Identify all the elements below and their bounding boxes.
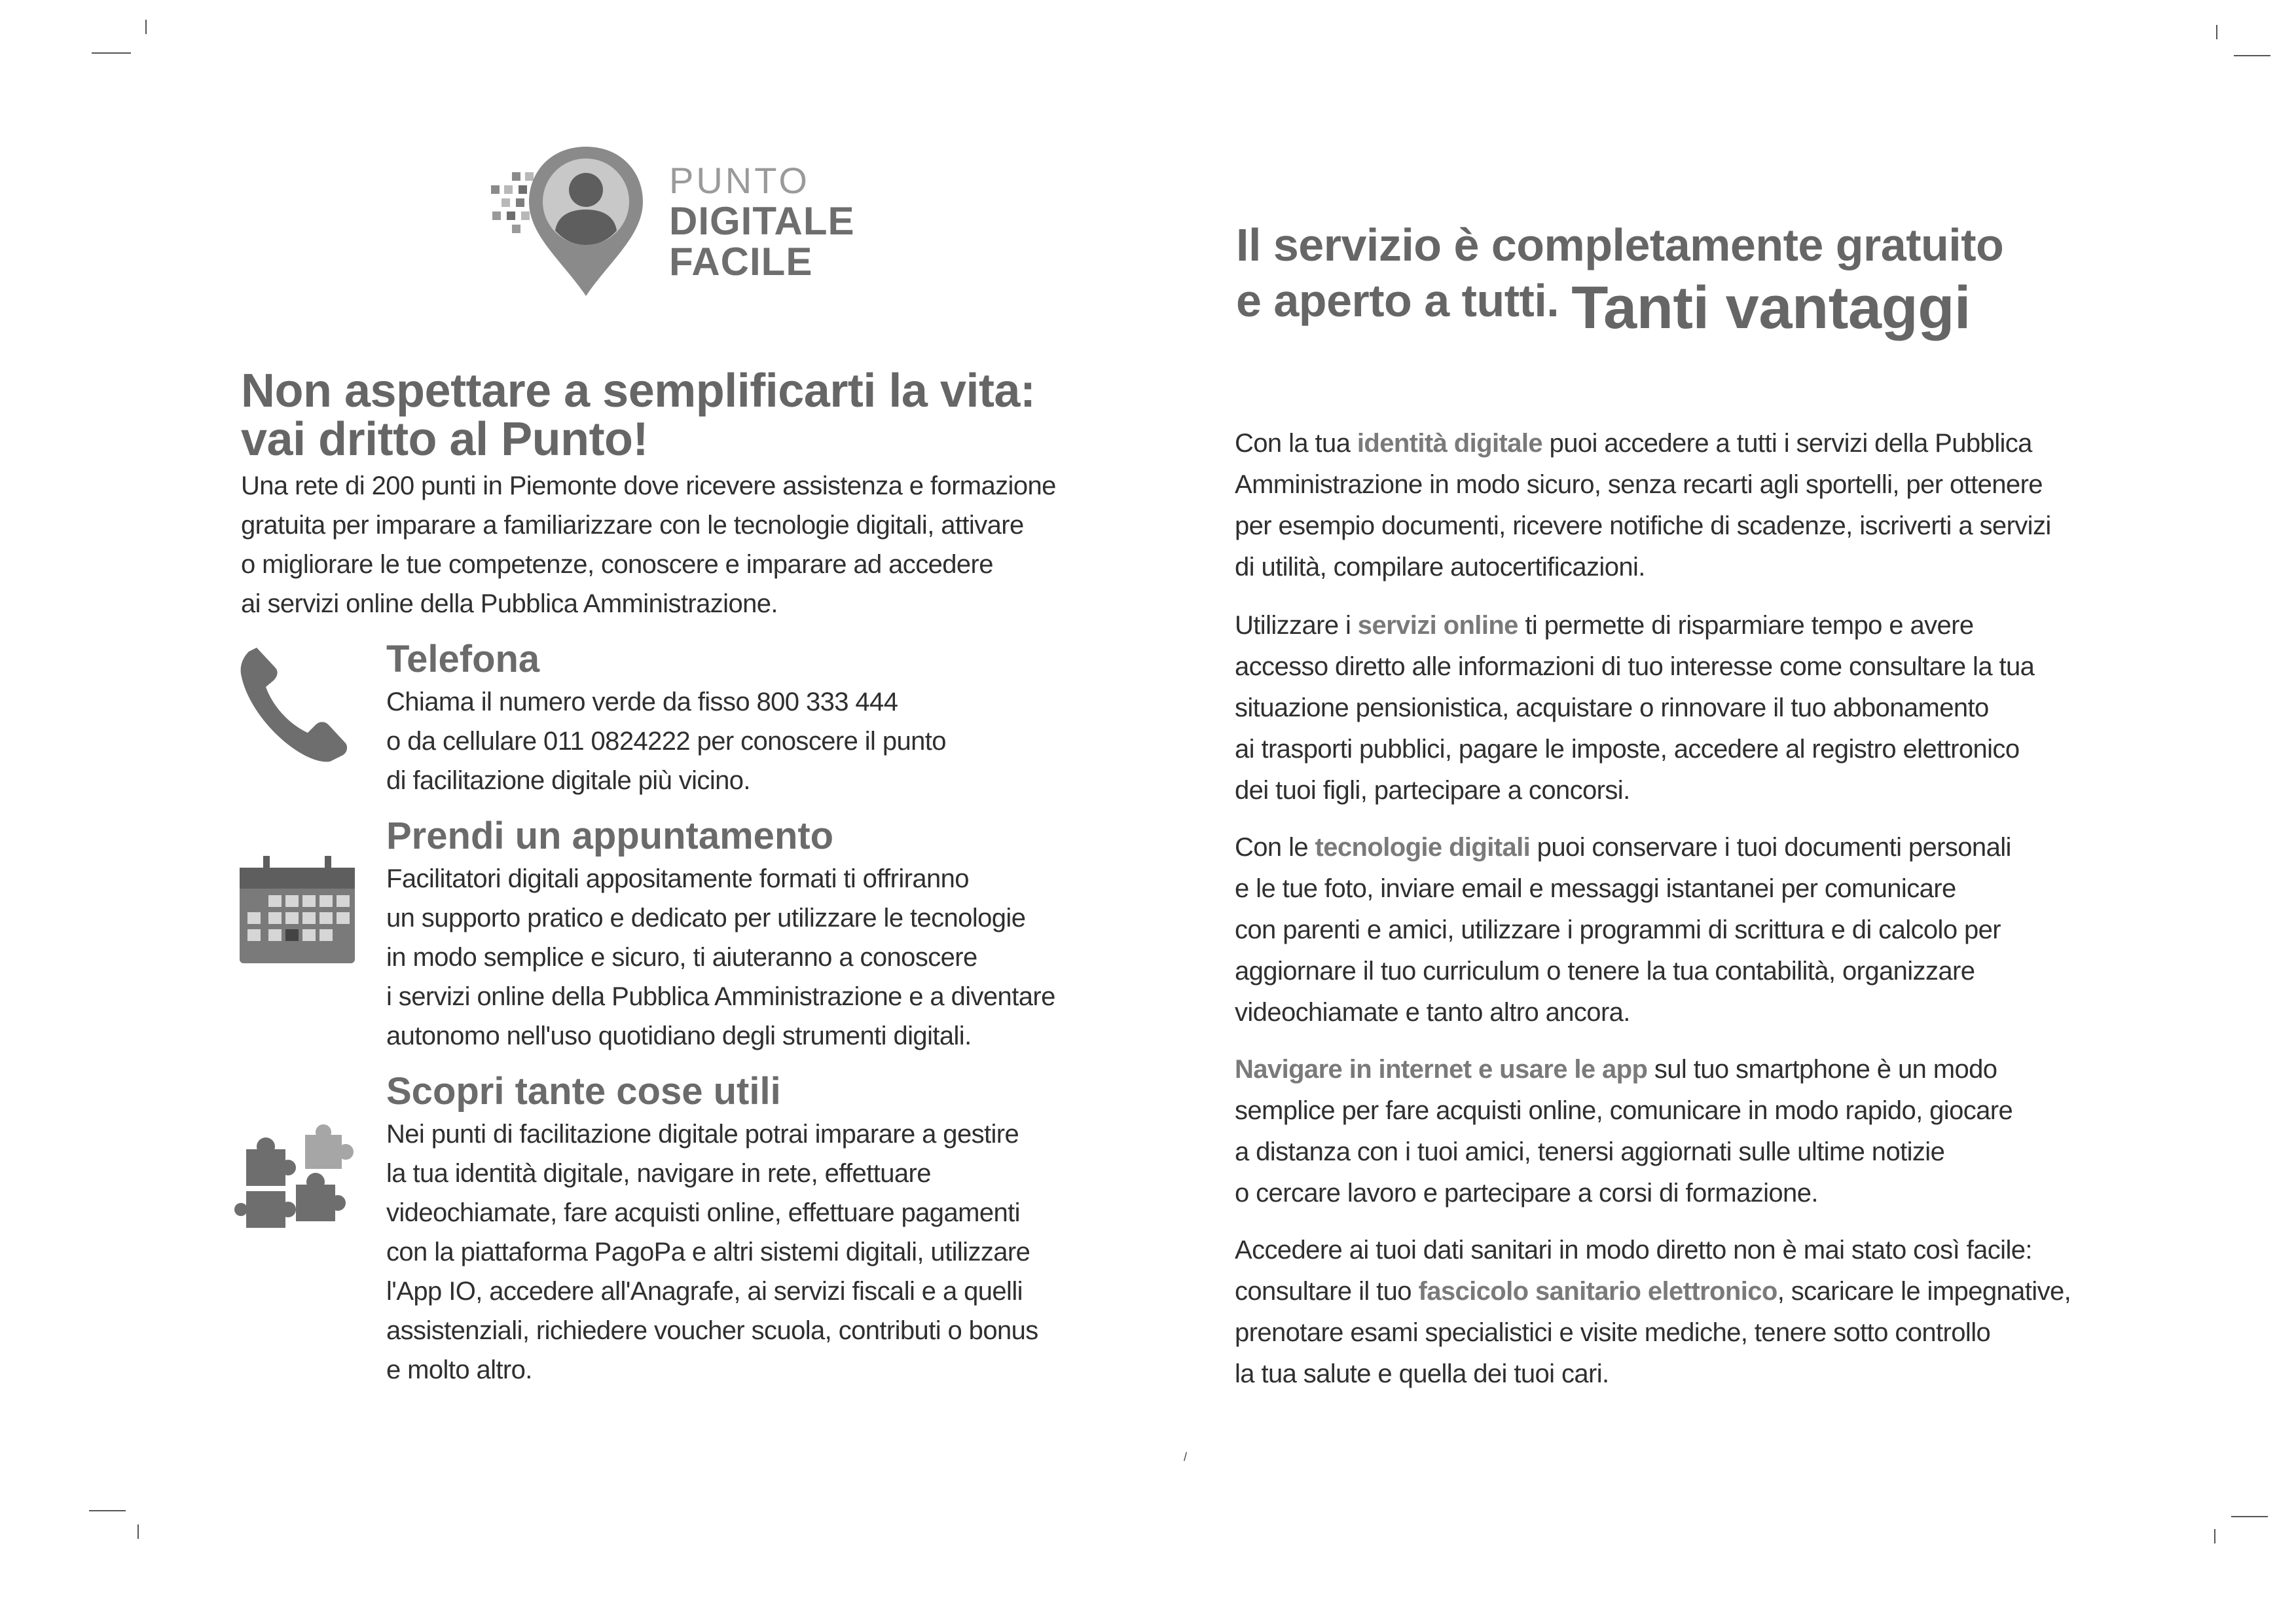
highlight-text: tecnologie digitali	[1315, 833, 1531, 862]
section-appuntamento	[386, 813, 1139, 1056]
puzzle-icon	[233, 1123, 364, 1241]
paragraph-line	[1235, 1049, 2191, 1090]
section-title: Prendi un appuntamento	[386, 815, 834, 857]
paragraph-text: a distanza con i tuoi amici, tenersi aggiornati sulle ultime notizie	[1235, 1137, 1945, 1166]
paragraph-text: Amministrazione in modo sicuro, senza recarti agli sportelli, per ottenere	[1235, 470, 2043, 499]
paragraph-line	[1235, 1312, 2191, 1354]
paragraph-line	[1235, 547, 2191, 588]
paragraph-line	[1235, 1354, 2191, 1395]
intro-line: Una rete di 200 punti in Piemonte dove ricevere assistenza e formazione	[241, 471, 1056, 500]
benefit-paragraph	[1235, 423, 2191, 588]
section-line: la tua identità digitale, navigare in rete, effettuare	[386, 1159, 931, 1188]
intro-line: gratuita per imparare a familiarizzare con le tecnologie digitali, attivare	[241, 511, 1024, 540]
paragraph-text: per esempio documenti, ricevere notifiche di scadenze, iscriverti a servizi	[1235, 511, 2051, 540]
right-title-line	[1236, 268, 2087, 341]
right-title	[1236, 219, 2087, 341]
paragraph-line	[1235, 646, 2191, 688]
paragraph-line	[1235, 1090, 2191, 1132]
paragraph-line	[1235, 910, 2191, 951]
right-title-big: Tanti vantaggi	[1571, 274, 1971, 341]
paragraph-text: di utilità, compilare autocertificazioni.	[1235, 553, 1645, 581]
paragraph-line	[1235, 1132, 2191, 1173]
section-body	[386, 859, 1139, 1056]
section-line: e molto altro.	[386, 1356, 532, 1384]
section-line: i servizi online della Pubblica Amministrazione e a diventare	[386, 982, 1055, 1011]
paragraph-line	[1235, 770, 2191, 811]
section-line: Nei punti di facilitazione digitale potrai imparare a gestire	[386, 1120, 1019, 1149]
crop-mark	[2214, 1529, 2215, 1543]
phone-icon	[237, 645, 348, 763]
paragraph-text: situazione pensionistica, acquistare o rinnovare il tuo abbonamento	[1235, 693, 1989, 722]
logo-text-facile: FACILE	[669, 240, 813, 284]
section-title: Scopri tante cose utili	[386, 1070, 781, 1113]
highlight-text: servizi online	[1357, 611, 1518, 640]
paragraph-line	[1235, 992, 2191, 1033]
paragraph-text: dei tuoi figli, partecipare a concorsi.	[1235, 776, 1630, 805]
benefit-paragraph	[1235, 1230, 2191, 1395]
paragraph-text: puoi accedere a tutti i servizi della Pubblica	[1542, 429, 2032, 458]
intro-paragraph	[241, 466, 1112, 623]
paragraph-line	[1235, 688, 2191, 729]
crop-mark	[89, 1510, 126, 1511]
highlight-text: identità digitale	[1357, 429, 1543, 458]
paragraph-text: Utilizzare i	[1235, 611, 1358, 640]
section-body	[386, 682, 1139, 800]
section-line: o da cellulare 011 0824222 per conoscere il punto	[386, 727, 946, 756]
paragraph-line	[1235, 1230, 2191, 1271]
paragraph-text: con parenti e amici, utilizzare i programmi di scrittura e di calcolo per	[1235, 915, 2001, 944]
paragraph-text: sul tuo smartphone è un modo	[1647, 1055, 1997, 1084]
section-line: con la piattaforma PagoPa e altri sistemi digitali, utilizzare	[386, 1238, 1030, 1266]
paragraph-text: semplice per fare acquisti online, comunicare in modo rapido, giocare	[1235, 1096, 2013, 1125]
intro-line: ai servizi online della Pubblica Amministrazione.	[241, 589, 778, 618]
paragraph-text: consultare il tuo	[1235, 1277, 1419, 1306]
paragraph-line	[1235, 1271, 2191, 1312]
section-line: un supporto pratico e dedicato per utilizzare le tecnologie	[386, 904, 1026, 932]
paragraph-line	[1235, 464, 2191, 506]
page-mark: /	[1184, 1450, 1188, 1464]
paragraph-text: puoi conservare i tuoi documenti personali	[1530, 833, 2011, 862]
paragraph-text: e le tue foto, inviare email e messaggi istantanei per comunicare	[1235, 874, 1956, 903]
paragraph-text: ti permette di risparmiare tempo e avere	[1518, 611, 1974, 640]
benefit-paragraph	[1235, 1049, 2191, 1214]
paragraph-text: prenotare esami specialistici e visite mediche, tenere sotto controllo	[1235, 1318, 1991, 1347]
section-line: Chiama il numero verde da fisso 800 333 444	[386, 688, 898, 716]
section-line: in modo semplice e sicuro, ti aiuteranno a conoscere	[386, 943, 977, 972]
calendar-icon	[238, 855, 356, 965]
paragraph-text: o cercare lavoro e partecipare a corsi di formazione.	[1235, 1179, 1818, 1208]
paragraph-text: accesso diretto alle informazioni di tuo interesse come consultare la tua	[1235, 652, 2035, 681]
section-line: assistenziali, richiedere voucher scuola, contributi o bonus	[386, 1316, 1038, 1345]
crop-mark	[92, 52, 131, 54]
right-title-line: Il servizio è completamente gratuito	[1236, 219, 2004, 270]
paragraph-text: la tua salute e quella dei tuoi cari.	[1235, 1359, 1609, 1388]
paragraph-line	[1235, 827, 2191, 868]
section-title: Telefona	[386, 638, 540, 680]
paragraph-line	[1235, 729, 2191, 770]
crop-mark	[2216, 25, 2217, 39]
main-title	[241, 367, 1092, 464]
paragraph-line	[1235, 423, 2191, 464]
main-title-line: vai dritto al Punto!	[241, 413, 649, 466]
crop-mark	[137, 1524, 139, 1539]
benefit-paragraph	[1235, 605, 2191, 811]
paragraph-text: , scaricare le impegnative,	[1777, 1277, 2071, 1306]
paragraph-line	[1235, 868, 2191, 910]
highlight-text: fascicolo sanitario elettronico	[1418, 1277, 1777, 1306]
section-line: videochiamate, fare acquisti online, effettuare pagamenti	[386, 1198, 1020, 1227]
section-line: l'App IO, accedere all'Anagrafe, ai servizi fiscali e a quelli	[386, 1277, 1023, 1306]
section-scopri	[386, 1069, 1139, 1390]
paragraph-line	[1235, 506, 2191, 547]
crop-mark	[2231, 1516, 2268, 1517]
right-title-line-part: e aperto a tutti.	[1236, 275, 1559, 326]
section-line: autonomo nell'uso quotidiano degli strumenti digitali.	[386, 1022, 972, 1050]
section-body	[386, 1115, 1139, 1390]
paragraph-line	[1235, 951, 2191, 992]
paragraph-text: Con le	[1235, 833, 1315, 862]
intro-line: o migliorare le tue competenze, conoscere e imparare ad accedere	[241, 550, 993, 579]
paragraph-text: aggiornare il tuo curriculum o tenere la tua contabilità, organizzare	[1235, 957, 1975, 986]
logo-text-punto: PUNTO	[669, 160, 810, 201]
benefit-paragraph	[1235, 827, 2191, 1033]
highlight-text: Navigare in internet e usare le app	[1235, 1055, 1648, 1084]
section-telefona	[386, 637, 1139, 800]
paragraph-text: videochiamate e tanto altro ancora.	[1235, 998, 1630, 1027]
section-line: di facilitazione digitale più vicino.	[386, 766, 750, 795]
section-line: Facilitatori digitali appositamente formati ti offriranno	[386, 864, 969, 893]
main-title-line: Non aspettare a semplificarti la vita:	[241, 365, 1036, 417]
logo-text-digitale: DIGITALE	[669, 199, 855, 243]
paragraph-text: Con la tua	[1235, 429, 1357, 458]
crop-mark	[145, 20, 147, 34]
paragraph-line	[1235, 1173, 2191, 1214]
paragraph-line	[1235, 605, 2191, 646]
crop-mark	[2234, 55, 2270, 56]
paragraph-text: ai trasporti pubblici, pagare le imposte, accedere al registro elettronico	[1235, 735, 2020, 764]
paragraph-text: Accedere ai tuoi dati sanitari in modo diretto non è mai stato così facile:	[1235, 1236, 2032, 1264]
